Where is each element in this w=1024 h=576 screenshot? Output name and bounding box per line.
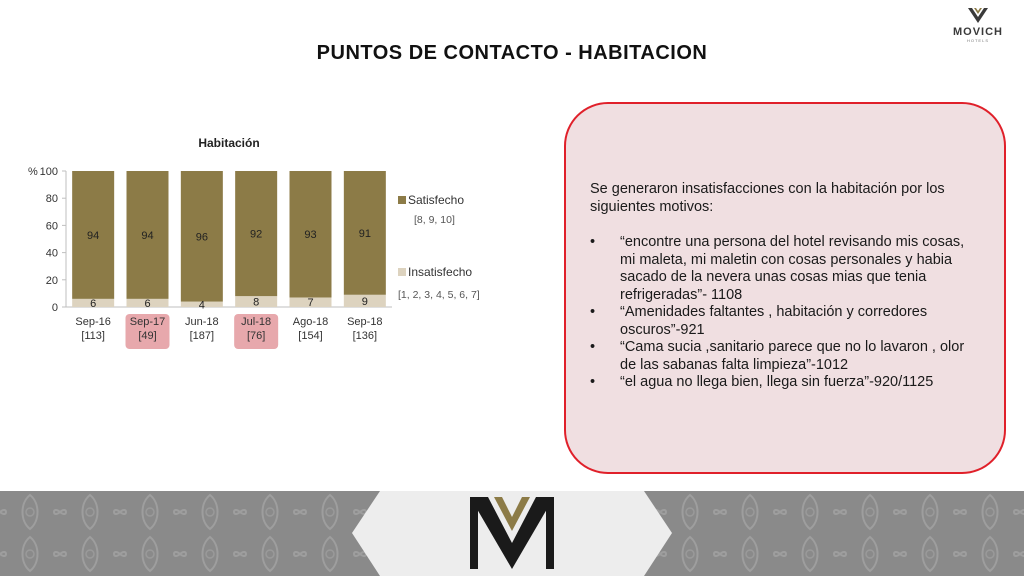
callout-list	[590, 234, 980, 392]
x-tick-sublabel: [187]	[189, 330, 215, 342]
x-tick-sublabel: [136]	[352, 330, 378, 342]
data-label-insatisfecho: 7	[307, 297, 314, 310]
x-tick-sublabel: [76]	[246, 330, 266, 342]
callout-item: • “el agua no llega bien, llega sin fuerza”-920/1125	[620, 374, 980, 392]
page-title: PUNTOS DE CONTACTO - HABITACION	[316, 42, 708, 64]
data-label-satisfecho: 94	[87, 229, 100, 242]
y-unit-label: %	[28, 166, 38, 178]
y-tick-label: 60	[45, 220, 58, 233]
y-tick-label: 0	[51, 302, 58, 314]
x-tick-label: Sep-17	[129, 316, 166, 328]
brand-logo	[940, 6, 1016, 42]
x-tick-label: Sep-16	[75, 316, 111, 328]
y-tick-label: 100	[39, 166, 58, 178]
footer-pattern	[0, 491, 1024, 576]
data-label-satisfecho: 94	[141, 229, 154, 242]
legend-swatch-satisfecho	[398, 196, 406, 204]
callout-intro: Se generaron insatisfacciones con la habitación por los siguientes motivos:	[590, 181, 945, 215]
stacked-bar-chart	[0, 0, 560, 360]
comments-callout	[564, 102, 1006, 474]
logo-text: MOVICH	[953, 26, 1003, 38]
data-label-satisfecho: 91	[358, 227, 371, 240]
x-tick-label: Jul-18	[241, 316, 272, 328]
callout-item: • “Cama sucia ,sanitario parece que no lo lavaron , olor de las sabanas falta limpieza”-1012	[620, 339, 980, 374]
data-label-insatisfecho: 6	[90, 297, 97, 310]
data-label-satisfecho: 96	[195, 231, 208, 244]
data-label-insatisfecho: 4	[198, 299, 205, 312]
data-label-satisfecho: 93	[304, 229, 317, 242]
y-tick-label: 40	[45, 247, 58, 260]
x-tick-sublabel: [113]	[81, 330, 105, 342]
data-label-insatisfecho: 8	[253, 296, 260, 309]
y-tick-label: 80	[45, 193, 58, 206]
legend-range-insatisfecho: [1, 2, 3, 4, 5, 6, 7]	[398, 289, 480, 301]
legend-swatch-insatisfecho	[398, 268, 406, 276]
logo-mark-icon	[968, 6, 988, 24]
data-label-satisfecho: 92	[250, 228, 263, 241]
legend-label-insatisfecho: Insatisfecho	[408, 265, 473, 279]
legend-label-satisfecho: Satisfecho	[408, 193, 465, 207]
x-tick-label: Ago-18	[292, 316, 329, 328]
x-tick-sublabel: [49]	[138, 330, 157, 342]
x-tick-label: Sep-18	[347, 316, 383, 328]
callout-item: • “encontre una persona del hotel revisando mis cosas, mi maleta, mi maletin con cosas personales y habia sacado de la nevera unas cosas mias que tenia refrigeradas”- 1108	[620, 234, 980, 304]
logo-subtext: HOTELS	[966, 38, 989, 43]
data-label-insatisfecho: 9	[361, 295, 368, 308]
chart-title: Habitación	[198, 136, 260, 150]
footer-banner	[0, 491, 1024, 576]
x-tick-sublabel: [154]	[298, 330, 323, 342]
y-tick-label: 20	[45, 274, 58, 287]
legend-range-satisfecho: [8, 9, 10]	[414, 214, 455, 226]
x-tick-label: Jun-18	[185, 316, 219, 328]
data-label-insatisfecho: 6	[144, 297, 151, 310]
callout-item: • “Amenidades faltantes , habitación y corredores oscuros”-921	[620, 304, 980, 339]
